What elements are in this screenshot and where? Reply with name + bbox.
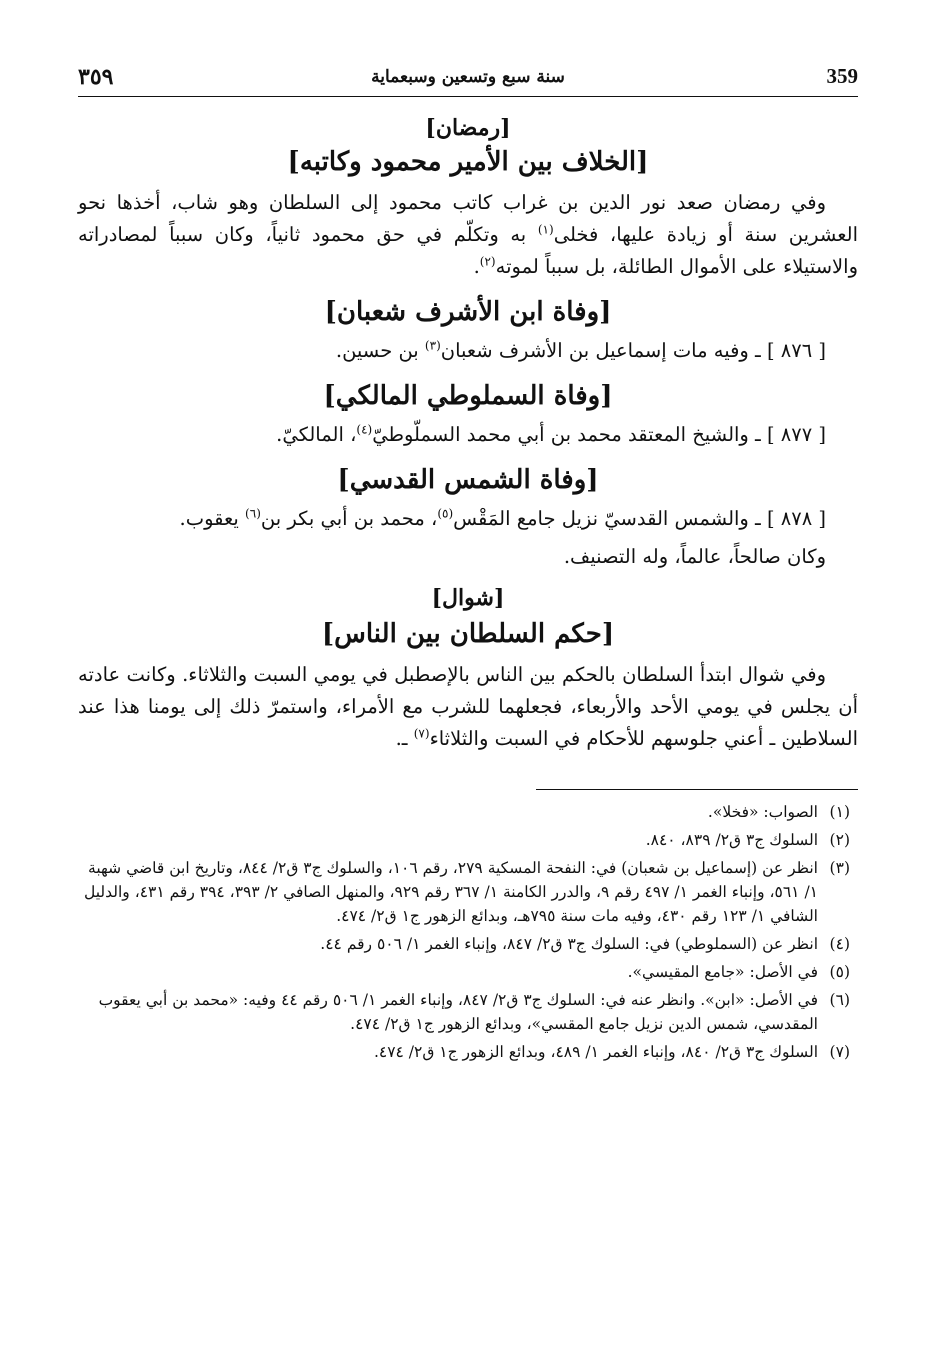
entry-text: [ ٨٧٨ ] ـ والشمس القدسيّ نزيل جامع المَقْس <box>453 507 826 530</box>
paragraph-text: به وتكلّم في حق محمود ثانياً، وكان سبباً لمصادراته والاستيلاء على الأموال الطائلة، بل سبباً لموته <box>78 223 858 278</box>
page-number-latin: 359 <box>826 64 858 88</box>
footnote-text: في الأصل: «جامع المقيسي». <box>627 963 818 981</box>
footnote-ref-3: (٣) <box>424 338 441 353</box>
entry-text: ، المالكيّ. <box>276 423 357 446</box>
entry-text: [ ٨٧٧ ] ـ والشيخ المعتقد محمد بن أبي محمد السملّوطيّ <box>372 423 826 446</box>
footnote-1 <box>78 800 858 824</box>
footnote-ref-5: (٥) <box>437 506 454 521</box>
footnote-4 <box>78 932 858 956</box>
footnote-number: (٤) <box>829 935 850 953</box>
footnote-text: في الأصل: «ابن». وانظر عنه في: السلوك ج٣ ق٢/ ٨٤٧، وإنباء الغمر ١/ ٥٠٦ رقم ٤٤ وفيه: «محمد بن أبي يعقوب المقدسي، شمس الدين نزيل جامع المقسي»، وبدائع الزهور ج١ ق٢/ ٤٧٤. <box>98 991 818 1033</box>
section-title-sultan-judging: [حكم السلطان بين الناس] <box>321 619 615 649</box>
footnote-text: الصواب: «فخلا». <box>707 803 818 821</box>
month-heading-ramadan: [رمضان] <box>425 115 511 141</box>
footnote-text: السلوك ج٣ ق٢/ ٨٤٠، وإنباء الغمر ١/ ٤٨٩، وبدائع الزهور ج١ ق٢/ ٤٧٤. <box>373 1043 818 1061</box>
footnote-number: (٦) <box>829 991 850 1009</box>
footnote-ref-4: (٤) <box>356 422 373 437</box>
footnote-7 <box>78 1040 858 1064</box>
footnote-5 <box>78 960 858 984</box>
entry-878 <box>78 503 858 535</box>
running-header <box>78 62 858 97</box>
month-heading-shawwal: [شوال] <box>431 585 505 611</box>
paragraph-text: وفي شوال ابتدأ السلطان بالحكم بين الناس بالإصطبل في يومي السبت والثلاثاء. وكانت عادته أن يجلس في يومي الأحد والأربعاء، فجعلهما للشرب مع الأمراء، واستمرّ ذلك إلى يومنا هذا عند السلاطين ـ أعني جلوسهم للأحكام في السبت والثلاثاء <box>78 663 858 750</box>
entry-877 <box>78 419 858 451</box>
entry-text: يعقوب. <box>179 507 246 530</box>
footnote-text: السلوك ج٣ ق٢/ ٨٣٩، ٨٤٠. <box>645 831 818 849</box>
section-title-death-qudsi: [وفاة الشمس القدسي] <box>337 465 599 495</box>
running-title: سنة سبع وتسعين وسبعماية <box>371 67 565 87</box>
footnote-number: (٥) <box>829 963 850 981</box>
paragraph-text: . <box>473 255 480 278</box>
footnote-number: (١) <box>829 803 850 821</box>
paragraph-text: وفي رمضان صعد نور الدين بن غراب كاتب محمود إلى السلطان وهو شاب، أخذها نحو العشرين سنة أو زيادة عليها، فخلى <box>78 191 858 246</box>
paragraph-text: ـ. <box>395 727 414 750</box>
footnote-number: (٢) <box>829 831 850 849</box>
section-title-death-samlouti: [وفاة السملوطي المالكي] <box>323 381 613 411</box>
entry-text: بن حسين. <box>335 339 425 362</box>
footnote-6 <box>78 988 858 1036</box>
book-page <box>78 62 858 1064</box>
footnote-number: (٧) <box>829 1043 850 1061</box>
footnote-2 <box>78 828 858 852</box>
entry-text: ، محمد بن أبي بكر بن <box>260 507 438 530</box>
section-title-death-ismail: [وفاة ابن الأشرف شعبان] <box>324 297 612 327</box>
entry-878-continued: وكان صالحاً، عالماً، وله التصنيف. <box>563 545 826 568</box>
footnote-3 <box>78 856 858 928</box>
paragraph-sultan-judging <box>78 659 858 755</box>
footnote-text: انظر عن (إسماعيل بن شعبان) في: النفحة المسكية ٢٧٩، رقم ١٠٦، والسلوك ج٣ ق٢/ ٨٤٤، وتاريخ ابن قاضي شهبة ١/ ٥٦١، وإنباء الغمر ١/ ٤٩٧ رقم ٩، والدرر الكامنة ١/ ٣٦٧ رقم ٩٢٩، والمنهل الصافي ٢/ ٣٩٣، ٣٩٤ رقم ٤٣١، والدليل الشافي ١/ ١٢٣ رقم ٤٣٠، وفيه مات سنة ٧٩٥هـ، وبدائع الزهور ج١ ق٢/ ٤٧٤. <box>83 859 818 925</box>
entry-876 <box>78 335 858 367</box>
entry-text: [ ٨٧٦ ] ـ وفيه مات إسماعيل بن الأشرف شعبان <box>440 339 826 362</box>
footnote-ref-1: (١) <box>537 222 554 237</box>
footnotes <box>78 800 858 1064</box>
section-title-dispute: [الخلاف بين الأمير محمود وكاتبه] <box>287 147 649 177</box>
footnote-number: (٣) <box>829 859 850 877</box>
footnote-ref-2: (٢) <box>479 254 496 269</box>
page-number-arabic: ٣٥٩ <box>78 64 114 90</box>
footnote-ref-6: (٦) <box>245 506 261 521</box>
footnote-text: انظر عن (السملوطي) في: السلوك ج٣ ق٢/ ٨٤٧، وإنباء الغمر ١/ ٥٠٦ رقم ٤٤. <box>320 935 818 953</box>
footnote-separator <box>536 789 858 790</box>
paragraph-dispute <box>78 187 858 283</box>
footnote-ref-7: (٧) <box>413 726 430 741</box>
